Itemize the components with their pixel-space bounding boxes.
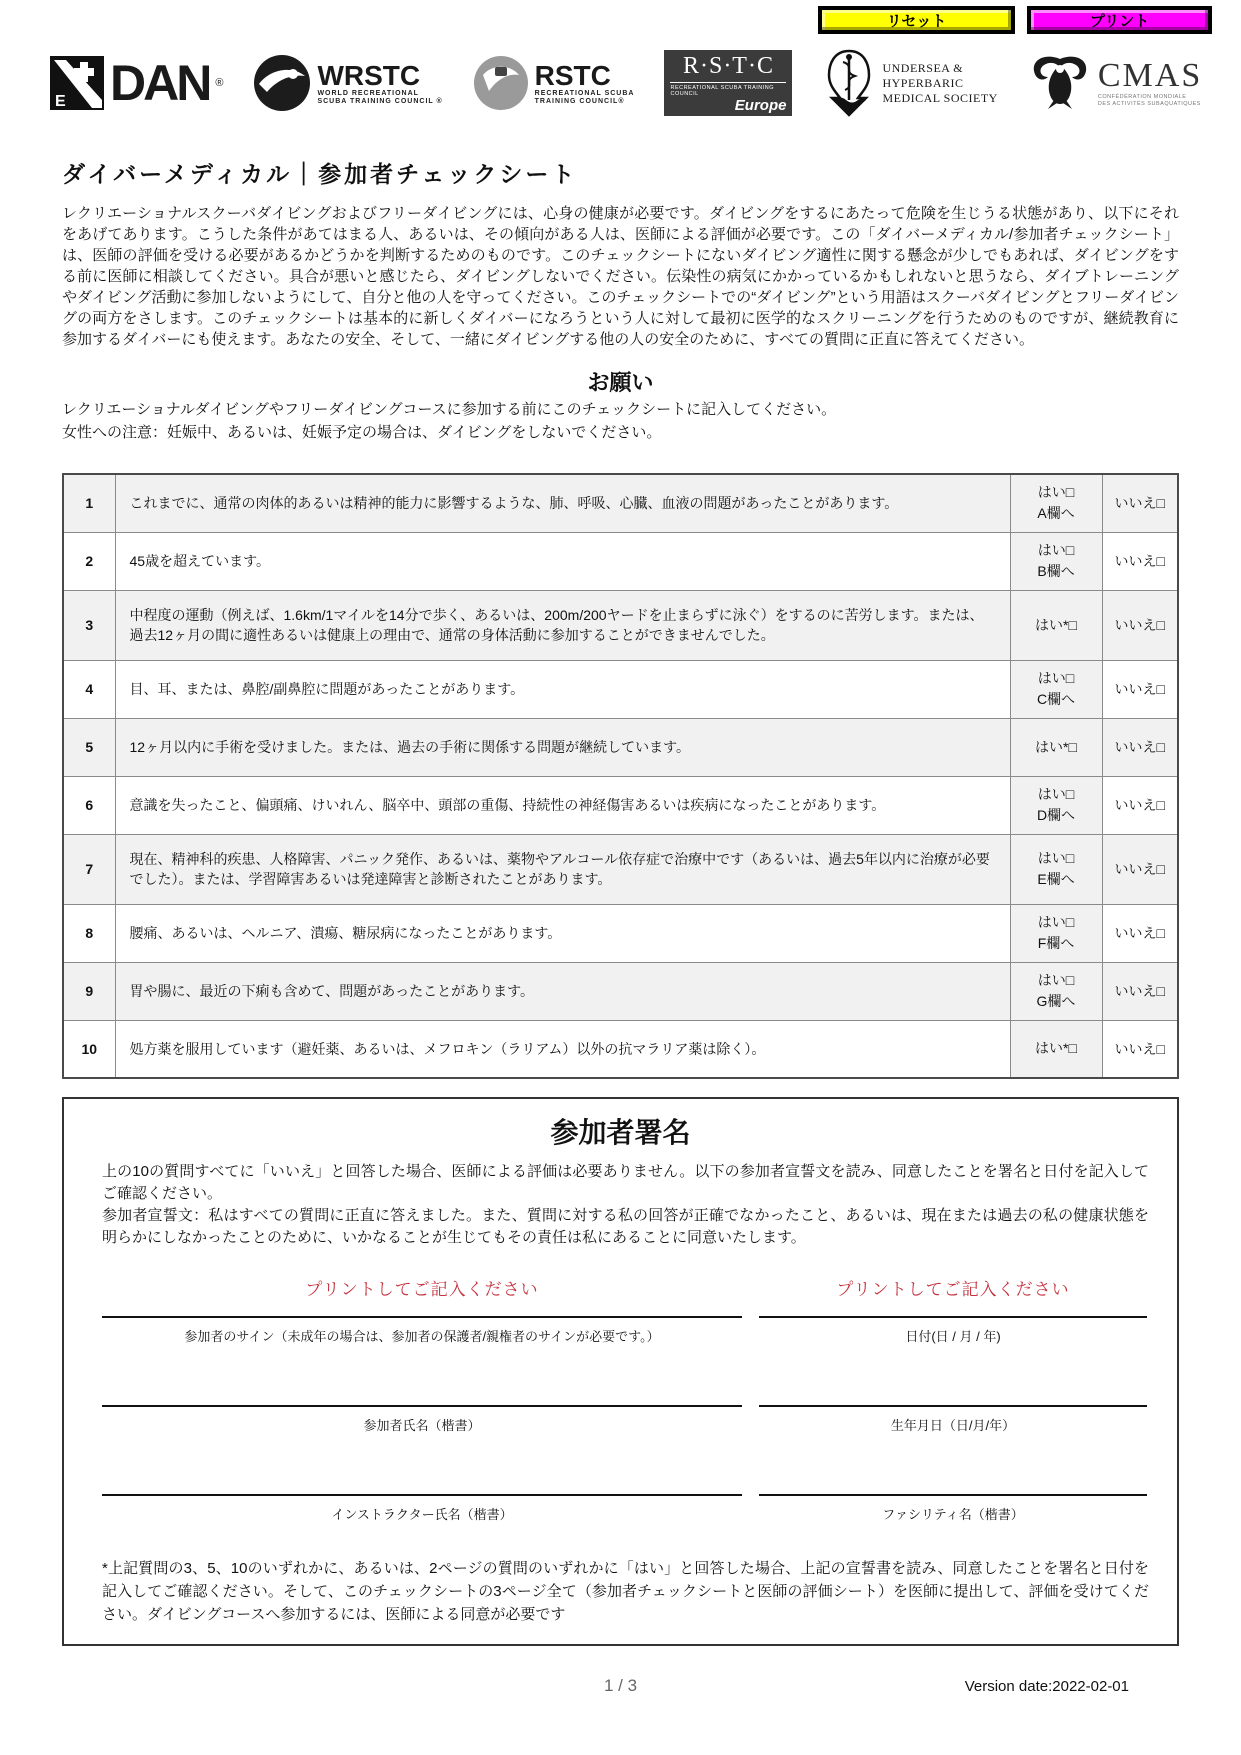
facility-name-label: ファシリティ名（楷書） [882, 1507, 1024, 1522]
intro-paragraph: レクリエーショナルスクーバダイビングおよびフリーダイビングには、心身の健康が必要です。ダイビングをするにあたって危険を生じうる状態があり、以下にそれをあげてあります。こうした条件があてはまる人、あるいは、その傾向がある人は、医師による評価が必要です。この「ダイバーメディカル/参加者チェックシート」は、医師の評価を受ける必要があるかどうかを判断するためのものです。このチェックシートにないダイビング適性に関する懸念が少しでもあれば、ダイビングをする前に医師に相談してください。具合が悪いと感じたら、ダイビングしないでください。伝染性の病気にかかっているかもしれないと思うなら、ダイブトレーニングやダイビング活動に参加しないようにして、自分と他の人を守ってください。このチェックシートでの“ダイビング”という用語はスクーバダイビングとフリーダイビングの両方をさします。このチェックシートは基本的に新しくダイバーになろうという人に対して最初に医学的なスクリーニングを行うためのものですが、継続教育に参加するダイバーにも使えます。あなたの安全、そして、一緒にダイビングする他の人の安全のために、すべての質問に正直に答えてください。 [62, 205, 1179, 348]
date-label: 日付(日 / 月 / 年) [905, 1329, 1001, 1344]
yes-checkbox-cell[interactable]: はい□ D欄へ [1010, 776, 1102, 834]
instructor-name-input[interactable] [102, 1482, 742, 1496]
rstc-europe-subline: RECREATIONAL SCUBA TRAINING COUNCIL [670, 84, 775, 97]
participant-name-label: 参加者氏名（楷書） [363, 1418, 481, 1433]
request-line-1: レクリエーショナルダイビングやフリーダイビングコースに参加する前にこのチェックシートに記入してください。 [62, 401, 837, 418]
question-number: 6 [63, 776, 115, 834]
uhms-logo [822, 48, 997, 118]
page-title: ダイバーメディカル｜参加者チェックシート [62, 161, 578, 187]
print-button[interactable]: プリント [1027, 6, 1212, 34]
signature-fields-grid [102, 1275, 1147, 1523]
question-text: 腰痛、あるいは、ヘルニア、潰瘍、糖尿病になったことがあります。 [115, 904, 1010, 962]
rstc-diver-icon [473, 55, 529, 111]
question-number: 2 [63, 532, 115, 590]
question-row-9 [63, 962, 1178, 1020]
no-checkbox-cell[interactable]: いいえ□ [1102, 904, 1178, 962]
question-row-1 [63, 474, 1178, 532]
question-number: 8 [63, 904, 115, 962]
no-checkbox-cell[interactable]: いいえ□ [1102, 474, 1178, 532]
dan-registered-mark: ® [215, 77, 224, 89]
question-row-2 [63, 532, 1178, 590]
svg-text:E: E [55, 93, 66, 110]
question-text: 45歳を超えています。 [115, 532, 1010, 590]
question-text: 目、耳、または、鼻腔/副鼻腔に問題があったことがあります。 [115, 660, 1010, 718]
instructor-name-label: インストラクター氏名（楷書） [331, 1507, 513, 1522]
yes-checkbox-cell[interactable]: はい□ F欄へ [1010, 904, 1102, 962]
request-heading: お願い [587, 370, 654, 395]
uhms-line-2: HYPERBARIC [882, 75, 964, 90]
rstc-europe-wordmark: R·S·T·C [682, 52, 774, 79]
question-number: 1 [63, 474, 115, 532]
yes-checkbox-cell[interactable]: はい*□ [1010, 1020, 1102, 1078]
question-row-3 [63, 590, 1178, 660]
signature-instructions: 上の10の質問すべてに「いいえ」と回答した場合、医師による評価は必要ありません。以下の参加者宣誓文を読み、同意したことを署名と日付を記入してご確認ください。 [102, 1163, 1149, 1202]
question-text: 意識を失ったこと、偏頭痛、けいれん、脳卒中、頭部の重傷、持続性の神経傷害あるいは疾病になったことがあります。 [115, 776, 1010, 834]
uhms-caduceus-shield-icon [822, 48, 876, 118]
wrstc-subline-2: SCUBA TRAINING COUNCIL ® [317, 97, 443, 105]
participant-signature-section [62, 1097, 1179, 1646]
no-checkbox-cell[interactable]: いいえ□ [1102, 532, 1178, 590]
cmas-subline-1: CONFÉDÉRATION MONDIALE [1097, 93, 1187, 100]
question-number: 10 [63, 1020, 115, 1078]
question-number: 3 [63, 590, 115, 660]
facility-name-input[interactable] [759, 1482, 1147, 1496]
rstc-logo [473, 55, 635, 111]
yes-checkbox-cell[interactable]: はい□ B欄へ [1010, 532, 1102, 590]
cmas-logo [1028, 51, 1202, 115]
birthdate-input[interactable] [759, 1393, 1147, 1407]
participant-signature-label: 参加者のサイン（未成年の場合は、参加者の保護者/親権者のサインが必要です。） [184, 1329, 660, 1344]
no-checkbox-cell[interactable]: いいえ□ [1102, 962, 1178, 1020]
page-number: 1 / 3 [603, 1676, 638, 1695]
dan-wordmark: DAN [110, 55, 210, 111]
cmas-subline-2: DES ACTIVITÉS SUBAQUATIQUES [1097, 100, 1201, 107]
question-number: 7 [63, 834, 115, 904]
participant-signature-input[interactable] [102, 1304, 742, 1318]
medical-questions-table [62, 473, 1179, 1079]
dive-flag-icon [50, 56, 104, 110]
logo-strip [50, 46, 1241, 120]
wrstc-swimmer-icon [253, 54, 311, 112]
yes-checkbox-cell[interactable]: はい□ E欄へ [1010, 834, 1102, 904]
yes-checkbox-cell[interactable]: はい*□ [1010, 718, 1102, 776]
question-row-6 [63, 776, 1178, 834]
date-input[interactable] [759, 1304, 1147, 1318]
no-checkbox-cell[interactable]: いいえ□ [1102, 590, 1178, 660]
question-number: 4 [63, 660, 115, 718]
no-checkbox-cell[interactable]: いいえ□ [1102, 834, 1178, 904]
question-row-4 [63, 660, 1178, 718]
question-number: 9 [63, 962, 115, 1020]
signature-right-column [759, 1275, 1147, 1523]
question-row-8 [63, 904, 1178, 962]
no-checkbox-cell[interactable]: いいえ□ [1102, 660, 1178, 718]
question-text: これまでに、通常の肉体的あるいは精神的能力に影響するような、肺、呼吸、心臓、血液の問題があったことがあります。 [115, 474, 1010, 532]
reset-button[interactable]: リセット [818, 6, 1015, 34]
wrstc-subline-1: WORLD RECREATIONAL [317, 90, 419, 98]
question-row-10 [63, 1020, 1178, 1078]
signature-footnote: *上記質問の3、5、10のいずれかに、あるいは、2ページの質問のいずれかに「はい」と回答した場合、上記の宣誓書を読み、同意したことを署名と日付を記入してご確認ください。そして、このチェックシートの3ページ全て（参加者チェックシートと医師の評価シート）を医師に提出して、評価を受けてください。ダイビングコースへ参加するには、医師による同意が必要です [102, 1560, 1149, 1623]
version-date: Version date:2022-02-01 [964, 1678, 1129, 1695]
no-checkbox-cell[interactable]: いいえ□ [1102, 1020, 1178, 1078]
rstc-europe-region-label: Europe [734, 96, 787, 114]
print-note-left: プリントしてご記入ください [305, 1280, 539, 1299]
question-row-7 [63, 834, 1178, 904]
signature-heading: 参加者署名 [550, 1117, 691, 1148]
uhms-line-1: UNDERSEA & [882, 60, 964, 75]
wrstc-wordmark: WRSTC [317, 59, 421, 91]
question-text: 現在、精神科的疾患、人格障害、パニック発作、あるいは、薬物やアルコール依存症で治療中です（あるいは、過去5年以内に治療が必要でした）。または、学習障害あるいは発達障害と診断されたことがあります。 [115, 834, 1010, 904]
cmas-wordmark: CMAS [1097, 57, 1203, 95]
birthdate-label: 生年月日（日/月/年） [890, 1418, 1016, 1433]
question-number: 5 [63, 718, 115, 776]
question-row-5 [63, 718, 1178, 776]
cmas-emblem-icon [1028, 51, 1092, 115]
yes-checkbox-cell[interactable]: はい*□ [1010, 590, 1102, 660]
no-checkbox-cell[interactable]: いいえ□ [1102, 718, 1178, 776]
print-note-right: プリントしてご記入ください [836, 1280, 1070, 1299]
yes-checkbox-cell[interactable]: はい□ G欄へ [1010, 962, 1102, 1020]
question-text: 胃や腸に、最近の下痢も含めて、問題があったことがあります。 [115, 962, 1010, 1020]
signature-left-column [102, 1275, 742, 1523]
no-checkbox-cell[interactable]: いいえ□ [1102, 776, 1178, 834]
rstc-subline-2: TRAINING COUNCIL® [534, 97, 625, 105]
dan-logo [50, 56, 223, 110]
question-text: 処方薬を服用しています（避妊薬、あるいは、メフロキン（ラリアム）以外の抗マラリア薬は除く）。 [115, 1020, 1010, 1078]
yes-checkbox-cell[interactable]: はい□ A欄へ [1010, 474, 1102, 532]
rstc-subline-1: RECREATIONAL SCUBA [534, 90, 635, 98]
rstc-europe-logo [664, 50, 792, 116]
yes-checkbox-cell[interactable]: はい□ C欄へ [1010, 660, 1102, 718]
rstc-europe-divider [670, 82, 786, 83]
question-text: 12ヶ月以内に手術を受けました。または、過去の手術に関係する問題が継続しています。 [115, 718, 1010, 776]
uhms-line-3: MEDICAL SOCIETY [882, 90, 998, 105]
request-line-2: 女性への注意：妊娠中、あるいは、妊娠予定の場合は、ダイビングをしないでください。 [62, 424, 662, 441]
rstc-wordmark: RSTC [534, 59, 611, 91]
participant-name-input[interactable] [102, 1393, 742, 1407]
question-text: 中程度の運動（例えば、1.6km/1マイルを14分で歩く、あるいは、200m/200ヤードを止まらずに泳ぐ）をするのに苦労します。または、過去12ヶ月の間に適性あるいは健康上の理由で、通常の身体活動に参加することができませんでした。 [115, 590, 1010, 660]
wrstc-logo [253, 54, 442, 112]
signature-declaration: 参加者宣誓文：私はすべての質問に正直に答えました。また、質問に対する私の回答が正確でなかったこと、あるいは、現在または過去の私の健康状態を明らかにしなかったことのために、いかなることが生じてもその責任は私にあることに同意いたします。 [102, 1207, 1149, 1246]
